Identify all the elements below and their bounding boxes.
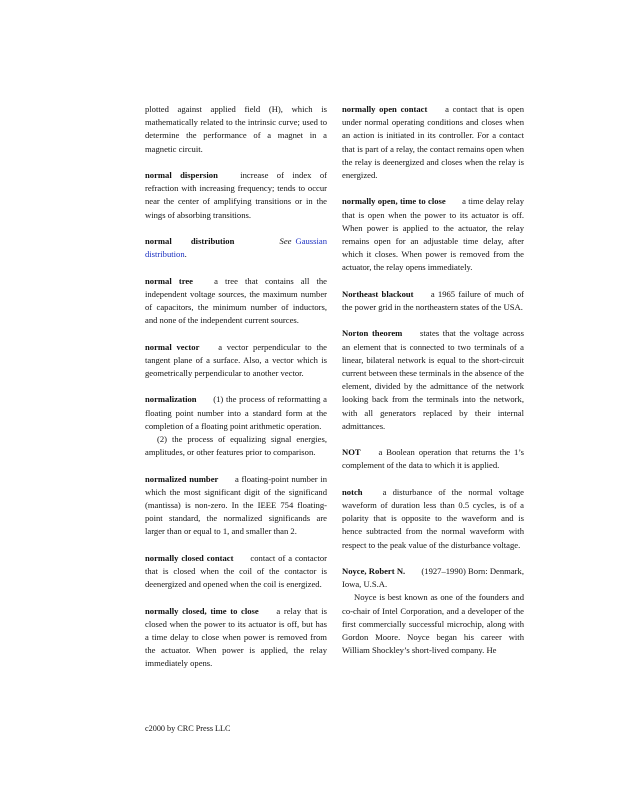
term-normal-dispersion: normal dispersion bbox=[145, 170, 218, 180]
term-normalization: normalization bbox=[145, 394, 197, 405]
noyce-paragraph: Noyce is best known as one of the founders and co-chair of Intel Corporation, and a developer of the first commercially successful microchip, along with Gordon Moore. Noyce began his career with William Shockley’s short-lived company. He bbox=[342, 592, 524, 656]
term-normally-open-contact: normally open contact bbox=[342, 104, 428, 114]
term-norton-theorem: Norton theorem bbox=[342, 328, 403, 339]
definition-normalization-1: (1) the process of reformatting a floating point number into a standard form at the completion of a floating point arithmetic operation. bbox=[145, 394, 327, 431]
definition-normally-open-time-to-close: a time delay relay that is open when the power to its actuator is off. When power is applied to the actuator, the relay remains open for an adjustable time delay, after which it closes. When power is removed from the actuator, the relay opens immediately. bbox=[342, 196, 524, 273]
entry-normal-distribution bbox=[145, 235, 327, 261]
normalization-sense-1 bbox=[145, 393, 327, 433]
definition-normally-closed-time-to-close: a relay that is closed when the power to its actuator is off, but has a time delay to close when power is removed from the actuator. When power is applied, the relay immediately opens. bbox=[145, 605, 327, 669]
term-noyce: Noyce, Robert N. bbox=[342, 566, 406, 577]
definition-norton-theorem: states that the voltage across an element that is connected to two terminals of a linear, bilateral network is equal to the short-circuit current between these terminals in the absence of the element, divided by the admittance of the network looking back from the terminals into the network, with all generators replaced by their internal admittances. bbox=[342, 328, 524, 431]
term-normally-closed-time-to-close: normally closed, time to close bbox=[145, 605, 259, 616]
entry-northeast-blackout bbox=[342, 288, 524, 314]
definition-not: a Boolean operation that returns the 1’s complement of the data to which it is applied. bbox=[342, 447, 524, 471]
entry-continuation-text: plotted against applied field (H), which is mathematically related to the intrinsic curve; used to determine the performance of a magnet in a magnetic circuit. bbox=[145, 104, 327, 154]
entry-normally-closed-time-to-close bbox=[145, 605, 327, 671]
entry-normally-open-time-to-close bbox=[342, 195, 524, 274]
entry-not bbox=[342, 446, 524, 472]
definition-notch: a disturbance of the normal voltage waveform of duration less than 0.5 cycles, is of a polarity that is opposite to the waveform and is hence subtracted from the normal waveform with respect to the peak value of the disturbance voltage. bbox=[342, 486, 524, 550]
definition-normal-dispersion: increase of index of refraction with increasing frequency; tends to occur near the center of amplifying transitions or in the wings of absorbing transitions. bbox=[145, 170, 327, 220]
right-column bbox=[342, 103, 524, 671]
definition-normal-tree: a tree that contains all the independent voltage sources, the maximum number of capacitors, the minimum number of inductors, and none of the independent current sources. bbox=[145, 275, 327, 326]
definition-normally-closed-contact: contact of a contactor that is closed when the coil of the contactor is deenergized and opened when the coil is energized. bbox=[145, 552, 327, 590]
entry-normal-tree bbox=[145, 275, 327, 328]
entry-norton-theorem bbox=[342, 327, 524, 433]
definition-normalized-number: a floating-point number in which the most significant digit of the significand (mantissa) is non-zero. In the IEEE 754 floating-point standard, the normalized significands are larger than or equal to 1, and smaller than 2. bbox=[145, 473, 327, 537]
entry-normalized-number bbox=[145, 473, 327, 539]
copyright-footer: c2000 by CRC Press LLC bbox=[145, 724, 231, 733]
definition-normal-vector: a vector perpendicular to the tangent plane of a surface. Also, a vector which is geometrically perpendicular to another vector. bbox=[145, 341, 327, 378]
left-column bbox=[145, 103, 327, 684]
term-northeast-blackout: Northeast blackout bbox=[342, 288, 414, 299]
entry-normal-dispersion bbox=[145, 169, 327, 222]
entry-continuation bbox=[145, 103, 327, 156]
term-normal-vector: normal vector bbox=[145, 341, 200, 352]
definition-noyce: (1927–1990) Born: Denmark, Iowa, U.S.A. bbox=[342, 566, 524, 590]
term-not: NOT bbox=[342, 447, 361, 458]
entry-notch bbox=[342, 486, 524, 552]
see-reference: See bbox=[279, 236, 292, 246]
term-normal-tree: normal tree bbox=[145, 275, 193, 286]
entry-normal-vector bbox=[145, 341, 327, 381]
noyce-header bbox=[342, 565, 524, 591]
reference-period: . bbox=[184, 249, 187, 260]
entry-normally-open-contact bbox=[342, 103, 524, 182]
entry-normalization bbox=[145, 393, 327, 459]
entry-noyce bbox=[342, 565, 524, 657]
term-notch: notch bbox=[342, 486, 363, 497]
term-normalized-number: normalized number bbox=[145, 473, 219, 484]
gaussian-distribution-link[interactable]: Gaussian distribution bbox=[145, 236, 327, 260]
entry-normally-closed-contact bbox=[145, 552, 327, 592]
term-normal-distribution: normal distribution bbox=[145, 236, 235, 246]
term-normally-open-time-to-close: normally open, time to close bbox=[342, 196, 446, 207]
definition-northeast-blackout: a 1965 failure of much of the power grid in the northeastern states of the USA. bbox=[342, 288, 524, 313]
definition-normalization-2: (2) the process of equalizing signal energies, amplitudes, or other features prior to comparison. bbox=[145, 434, 327, 458]
term-normally-closed-contact: normally closed contact bbox=[145, 552, 234, 563]
definition-normally-open-contact: a contact that is open under normal operating conditions and closes when an action is initiated in its controller. For a contact that is part of a relay, the contact remains open when the relay is deenergized and closes when the relay is energized. bbox=[342, 104, 524, 181]
